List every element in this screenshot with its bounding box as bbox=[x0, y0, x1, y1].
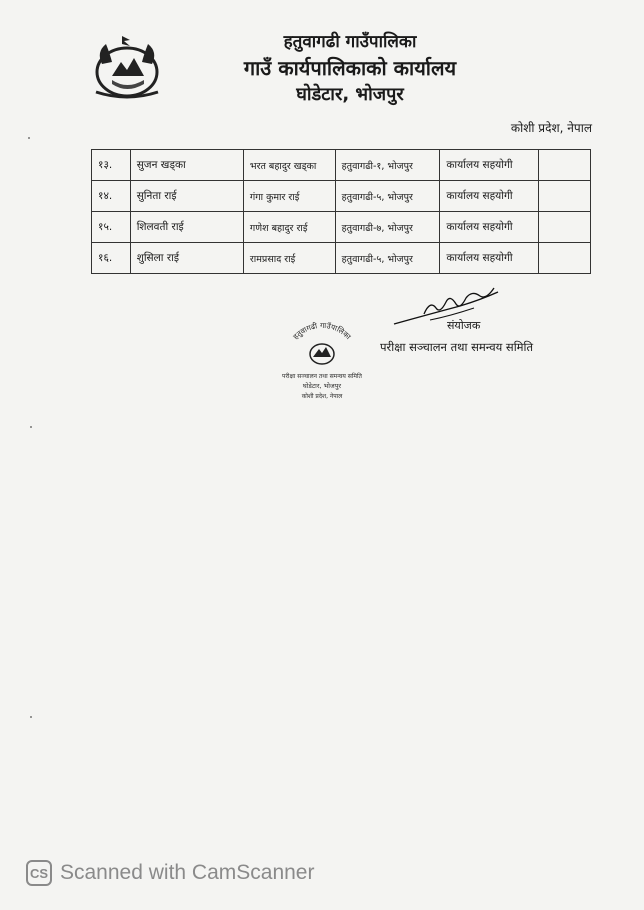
post-cell: कार्यालय सहयोगी bbox=[440, 243, 539, 274]
post-cell: कार्यालय सहयोगी bbox=[440, 181, 539, 212]
committee-name: परीक्षा सञ्चालन तथा समन्वय समिति bbox=[380, 340, 534, 354]
table-row bbox=[92, 181, 591, 212]
post-cell: कार्यालय सहयोगी bbox=[440, 212, 539, 243]
candidate-name-cell: सुजन खड्का bbox=[130, 150, 243, 181]
stamp-text-4: कोशी प्रदेश, नेपाल bbox=[301, 393, 343, 400]
candidate-name-cell: सुनिता राई bbox=[130, 181, 243, 212]
office-header bbox=[200, 30, 500, 108]
remarks-cell bbox=[538, 212, 590, 243]
candidate-name-cell: शुसिला राई bbox=[130, 243, 243, 274]
nepal-emblem-icon bbox=[88, 34, 166, 102]
guardian-name-cell: भरत बहादुर खड्का bbox=[243, 150, 335, 181]
watermark-text: Scanned with CamScanner bbox=[60, 861, 315, 884]
remarks-cell bbox=[538, 181, 590, 212]
serial-number-cell: १३. bbox=[92, 150, 131, 181]
stamp-emblem-icon bbox=[310, 344, 334, 364]
stamp-text-outer bbox=[291, 321, 353, 342]
serial-number-cell: १६. bbox=[92, 243, 131, 274]
office-name: गाउँ कार्यपालिकाको कार्यालय bbox=[243, 56, 457, 80]
guardian-name-cell: रामप्रसाद राई bbox=[243, 243, 335, 274]
stamp-text-3: घोडेटार, भोजपुर bbox=[302, 382, 342, 390]
serial-number-cell: १५. bbox=[92, 212, 131, 243]
candidate-name-cell: शिलवती राई bbox=[130, 212, 243, 243]
committee-stamp bbox=[274, 312, 370, 404]
table-row bbox=[92, 243, 591, 274]
serial-number-cell: १४. bbox=[92, 181, 131, 212]
scan-speck bbox=[28, 137, 30, 139]
stamp-text-2: परीक्षा सञ्चालन तथा समन्वय समिति bbox=[282, 373, 362, 380]
municipality-name: हतुवागढी गाउँपालिका bbox=[283, 32, 417, 52]
guardian-name-cell: गंगा कुमार राई bbox=[243, 181, 335, 212]
address-cell: हतुवागढी-१, भोजपुर bbox=[335, 150, 440, 181]
address-cell: हतुवागढी-५, भोजपुर bbox=[335, 181, 440, 212]
office-address: घोडेटार, भोजपुर bbox=[296, 84, 404, 105]
table-row bbox=[92, 212, 591, 243]
address-cell: हतुवागढी-५, भोजपुर bbox=[335, 243, 440, 274]
remarks-cell bbox=[538, 150, 590, 181]
post-cell: कार्यालय सहयोगी bbox=[440, 150, 539, 181]
scan-speck bbox=[30, 426, 32, 428]
camscanner-logo-icon: CS bbox=[26, 860, 52, 886]
guardian-name-cell: गणेश बहादुर राई bbox=[243, 212, 335, 243]
convener-title: संयोजक bbox=[447, 319, 481, 332]
table-row bbox=[92, 150, 591, 181]
candidate-table bbox=[91, 149, 591, 274]
stamp-arc-text: हतुवागढी गाउँपालिका bbox=[291, 320, 353, 342]
camscanner-watermark bbox=[26, 858, 314, 888]
remarks-cell bbox=[538, 243, 590, 274]
province-text: कोशी प्रदेश, नेपाल bbox=[510, 121, 592, 135]
address-cell: हतुवागढी-७, भोजपुर bbox=[335, 212, 440, 243]
scan-speck bbox=[30, 716, 32, 718]
